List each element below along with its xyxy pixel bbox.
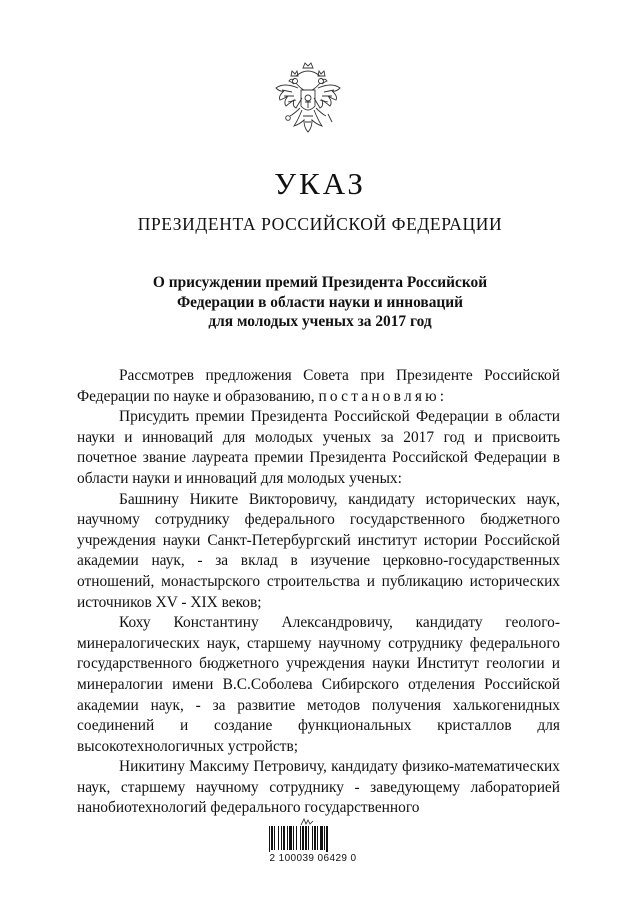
decree-title: УКАЗ [274, 166, 366, 201]
barcode-number: 2 100039 06429 0 [269, 853, 357, 864]
intro-paragraph [77, 366, 560, 407]
decree-body [77, 366, 560, 819]
intro-resolution-word: постановляю: [318, 387, 448, 405]
laureate-paragraph-bashnin: Башнину Никите Викторовичу, кандидату исторических наук, научному сотруднику федерального государственного бюджетного учреждения науки Санкт-Петербургский институт истории Российской академии наук, - за вклад в изучение церковно-государственных отношений, монастырского строительства и публикацию исторических источников XV - XIX веков; [77, 490, 560, 611]
decree-heading [80, 273, 560, 332]
russian-eagle-emblem-icon [270, 58, 346, 142]
award-paragraph: Присудить премии Президента Российской Федерации в области науки и инноваций для молодых ученых за 2017 год и присвоить почетное звание лауреата премии Президента Российской Федерации в области науки и инноваций для молодых ученых: [77, 408, 560, 487]
decree-heading-line: Федерации в области науки и инноваций [176, 293, 464, 311]
barcode-icon [266, 826, 360, 852]
intro-text: Рассмотрев предложения Совета при Президенте Российской Федерации по науке и образованию, [77, 367, 560, 405]
laureate-paragraph-kokh: Коху Константину Александровичу, кандидату геолого-минералогических наук, старшему научному сотруднику федерального государственного бюджетного учреждения науки Институт геологии и минералогии имени В.С.Соболева Сибирского отделения Российской академии наук, - за развитие методов получения халькогенидных соединений и создание функциональных кристаллов для высокотехнологичных устройств; [77, 614, 560, 755]
decree-heading-line: О присуждении премий Президента Российской [152, 274, 488, 291]
decree-subtitle: ПРЕЗИДЕНТА РОССИЙСКОЙ ФЕДЕРАЦИИ [137, 214, 503, 234]
barcode-block [266, 818, 360, 866]
laureate-paragraph-nikitin: Никитину Максиму Петровичу, кандидату физико-математических наук, старшему научному сотруднику - заведующему лабораторией нанобиотехнологий федерального государственного [77, 758, 560, 817]
decree-heading-line: для молодых ученых за 2017 год [208, 313, 432, 330]
